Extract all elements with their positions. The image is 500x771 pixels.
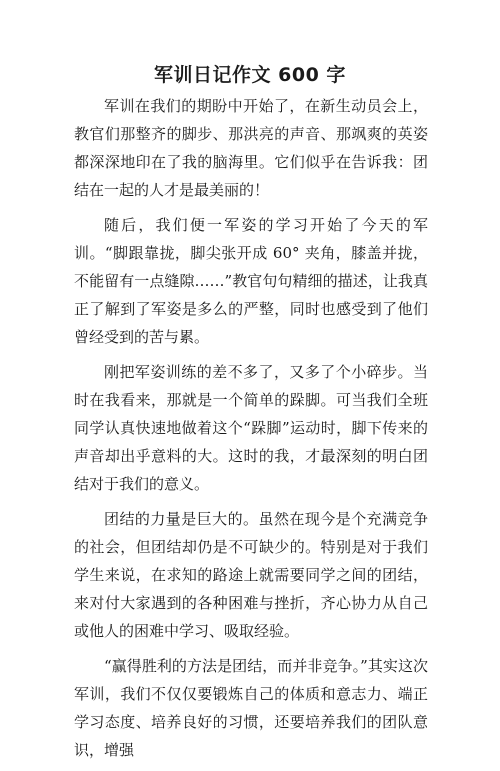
document-body [74, 92, 428, 771]
paragraph-2: 随后，我们便一军姿的学习开始了今天的军训。“脚跟靠拢，脚尖张开成 60° 夹角，膝盖并拢，不能留有一点缝隙……”教官句句精细的描述，让我真正了解到了军姿是多么的严整，同时也感受到了他们曾经受到的苦与累。 [74, 216, 428, 346]
paragraph-1: 军训在我们的期盼中开始了，在新生动员会上，教官们那整齐的脚步、那洪亮的声音、那飒爽的英姿都深深地印在了我的脑海里。它们似乎在告诉我：团结在一起的人才是最美丽的！ [74, 97, 428, 199]
document-title: 军训日记作文 600 字 [154, 64, 346, 86]
paragraph-4: 团结的力量是巨大的。虽然在现今是个充满竞争的社会，但团结却仍是不可缺少的。特别是对于我们学生来说，在求知的路途上就需要同学之间的团结，来对付大家遇到的各种困难与挫折，齐心协力从自己或他人的困难中学习、吸取经验。 [74, 510, 428, 640]
paragraph-5: “赢得胜利的方法是团结，而并非竞争。”其实这次军训，我们不仅仅要锻炼自己的体质和意志力、端正学习态度、培养良好的习惯，还要培养我们的团队意识，增强 [74, 657, 428, 759]
paragraph-3: 刚把军姿训练的差不多了，又多了个小碎步。当时在我看来，那就是一个简单的跺脚。可当我们全班同学认真快速地做着这个“跺脚”运动时，脚下传来的声音却出乎意料的大。这时的我，才最深刻的明白团结对于我们的意义。 [74, 363, 428, 493]
